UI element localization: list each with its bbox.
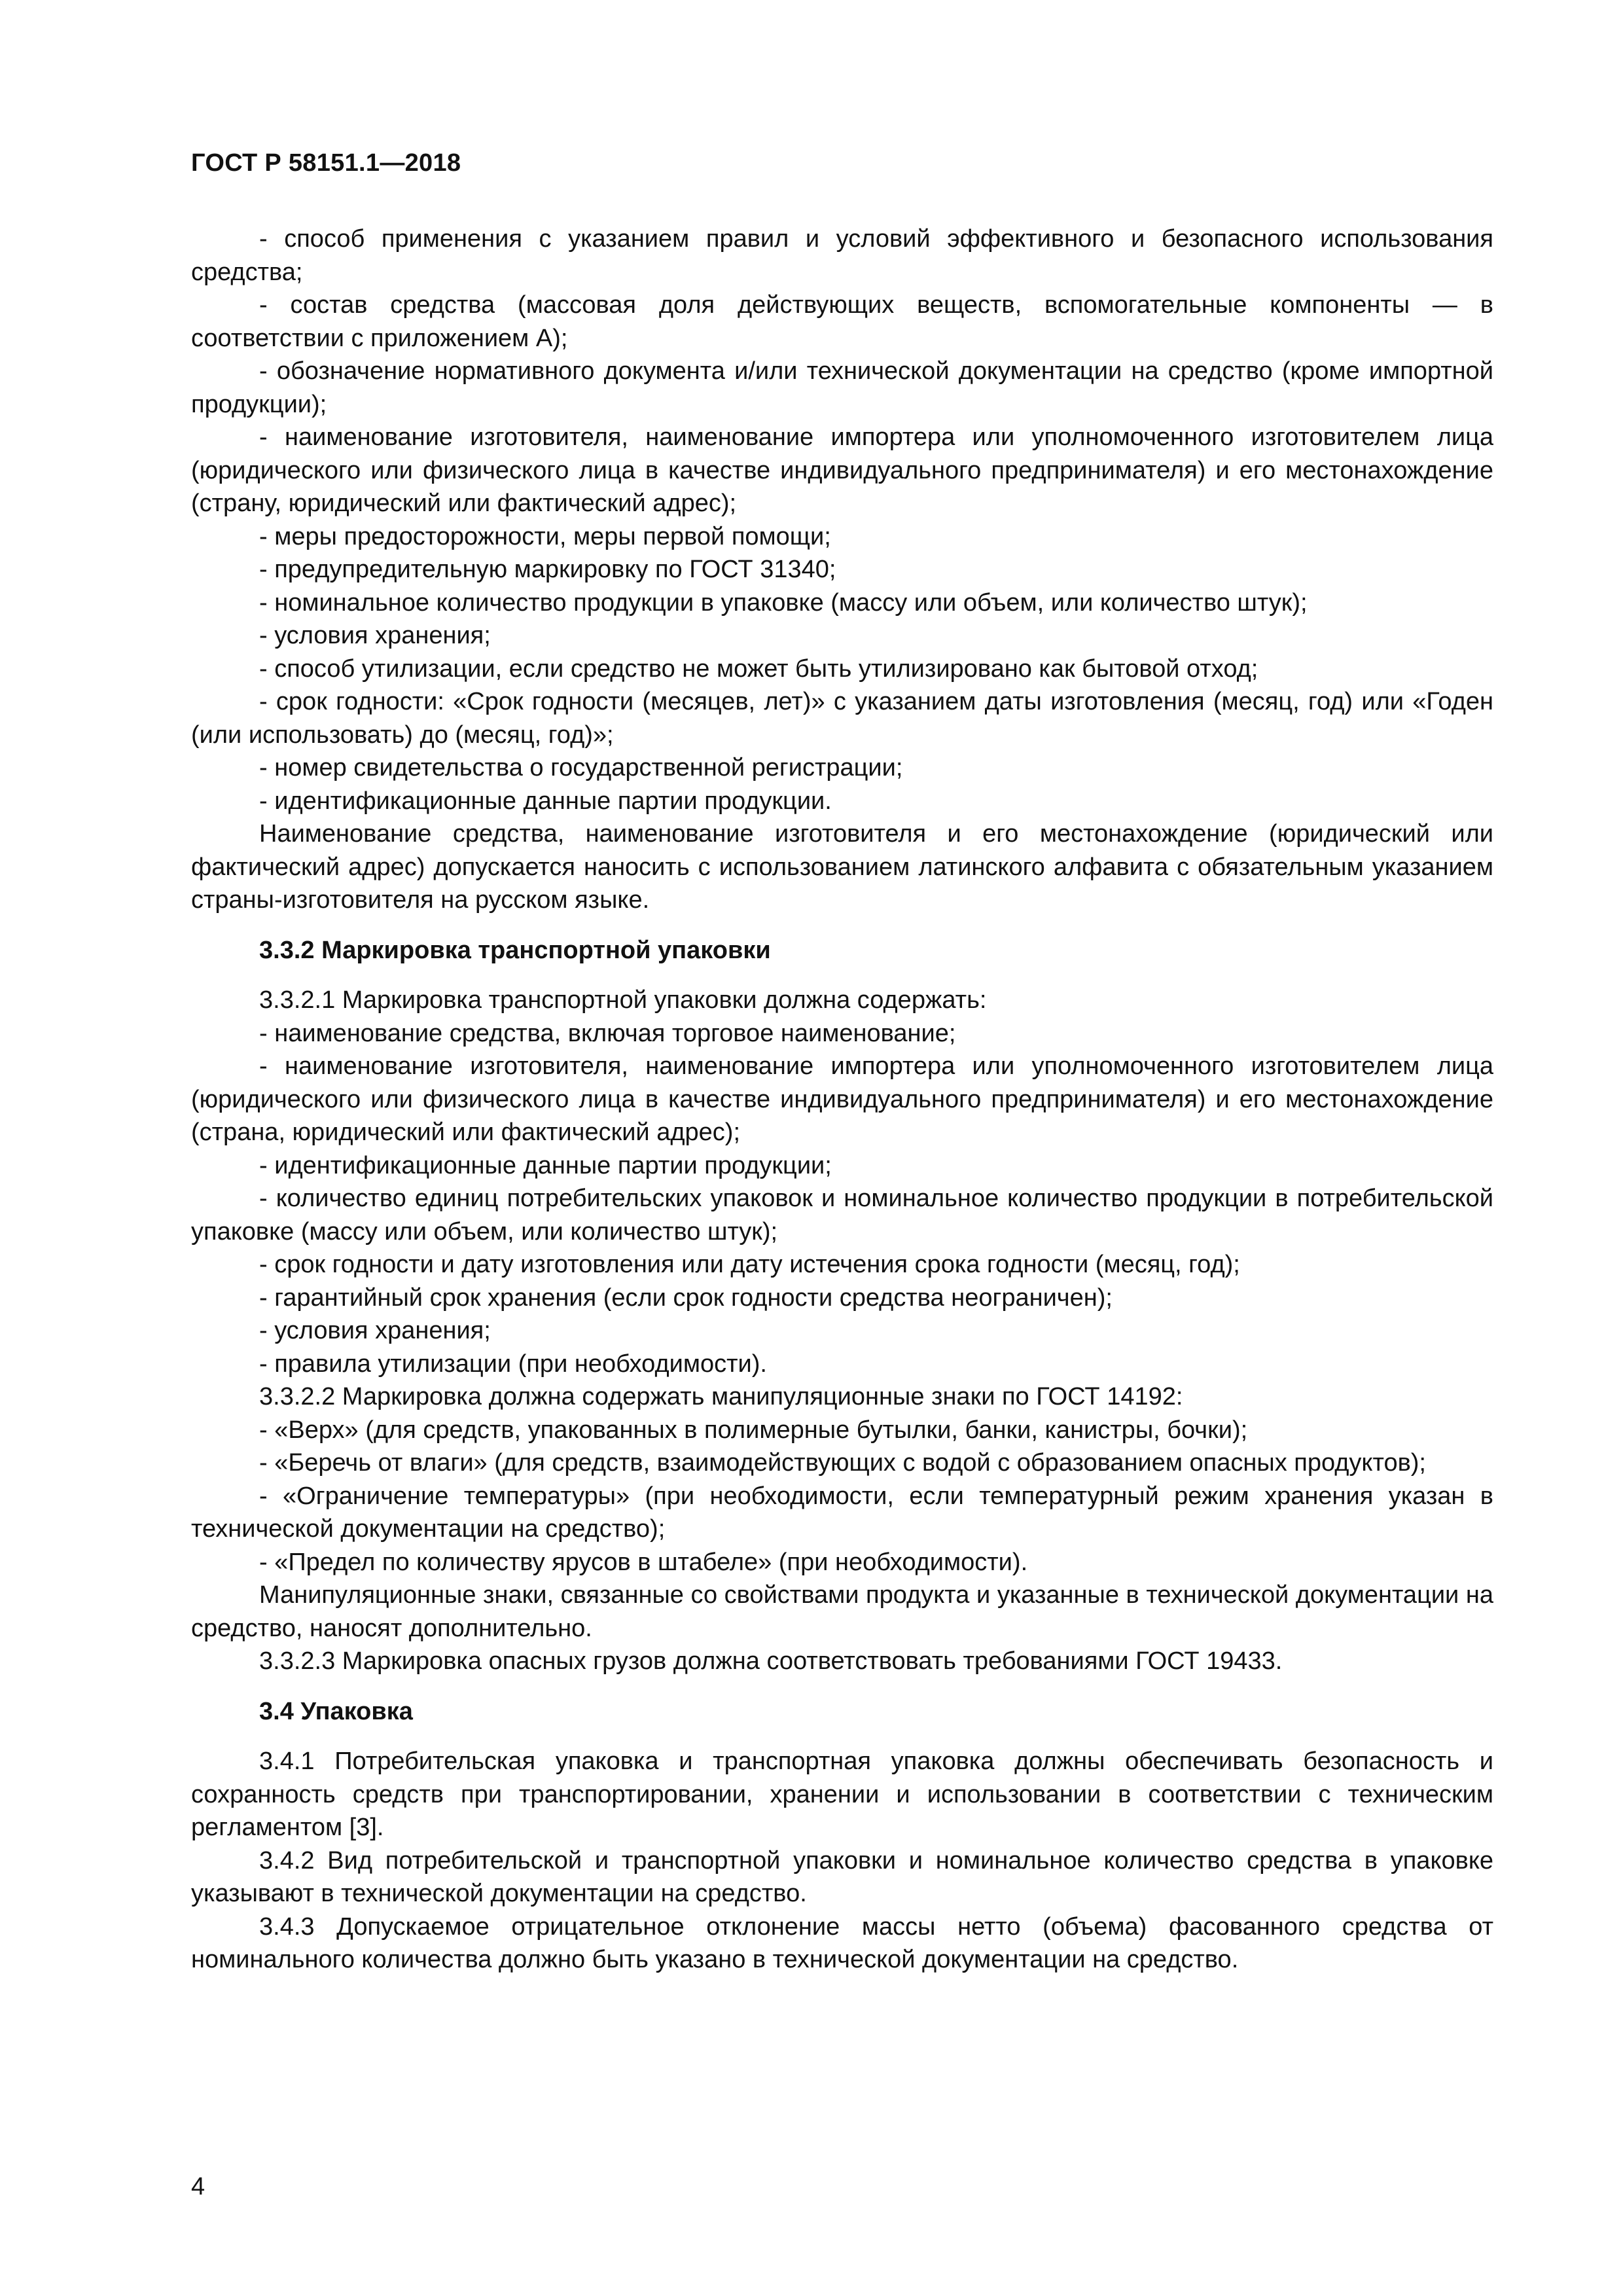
list-item: - условия хранения;: [259, 1317, 491, 1344]
list-item: - обозначение нормативного документа и/или технической документации на средство (кроме импортной продукции);: [191, 357, 1493, 418]
list-item: - правила утилизации (при необходимости).: [259, 1350, 767, 1378]
paragraph: 3.3.2.2 Маркировка должна содержать манипуляционные знаки по ГОСТ 14192:: [259, 1383, 1183, 1410]
page-number: 4: [191, 2173, 205, 2200]
paragraph: Манипуляционные знаки, связанные со свойствами продукта и указанные в технической документации на средство, наносят дополнительно.: [191, 1581, 1493, 1642]
list-item: - «Беречь от влаги» (для средств, взаимодействующих с водой с образованием опасных продуктов);: [259, 1449, 1426, 1477]
paragraph: 3.3.2.1 Маркировка транспортной упаковки должна содержать:: [259, 986, 987, 1014]
document-body: [191, 223, 1493, 1977]
list-item: - состав средства (массовая доля действующих веществ, вспомогательные компоненты — в соответствии с приложением А);: [191, 291, 1493, 352]
document-header: ГОСТ Р 58151.1—2018: [191, 149, 461, 177]
list-item: - меры предосторожности, меры первой помощи;: [259, 522, 831, 550]
section-3-3-2: [191, 984, 1493, 1678]
list-item: - срок годности и дату изготовления или дату истечения срока годности (месяц, год);: [259, 1251, 1240, 1278]
list-item: - «Ограничение температуры» (при необходимости, если температурный режим хранения указан в технической документации на средство);: [191, 1482, 1493, 1543]
list-item: - гарантийный срок хранения (если срок годности средства неограничен);: [259, 1283, 1113, 1312]
list-item: - количество единиц потребительских упаковок и номинальное количество продукции в потребительской упаковке (массу или объем, или количество штук);: [191, 1185, 1493, 1246]
paragraph: 3.4.2 Вид потребительской и транспортной упаковки и номинальное количество средства в упаковке указывают в технической документации на средство.: [191, 1846, 1493, 1907]
paragraph: 3.4.1 Потребительская упаковка и транспортная упаковка должны обеспечивать безопасность и сохранность средств при транспортировании, хранении и использовании в соответствии с техническим регламентом [3].: [191, 1748, 1493, 1841]
list-item: - способ утилизации, если средство не может быть утилизировано как бытовой отход;: [259, 655, 1258, 683]
section-3-4: [191, 1745, 1493, 1977]
list-item: - номер свидетельства о государственной регистрации;: [259, 754, 903, 781]
paragraph: 3.3.2.3 Маркировка опасных грузов должна соответствовать требованиями ГОСТ 19433.: [259, 1647, 1283, 1675]
list-item: - идентификационные данные партии продукции.: [259, 787, 832, 815]
list-item: - «Предел по количеству ярусов в штабеле» (при необходимости).: [259, 1548, 1028, 1576]
list-item: - предупредительную маркировку по ГОСТ 31340;: [259, 556, 836, 583]
paragraph: 3.4.3 Допускаемое отрицательное отклонение массы нетто (объема) фасованного средства от номинального количества должно быть указано в технической документации на средство.: [191, 1912, 1493, 1973]
list-item: - наименование изготовителя, наименование импортера или уполномоченного изготовителем лица (юридического или физического лица в качестве индивидуального предпринимателя) и его местонахождение (страна, юридический или фактический адрес);: [191, 1052, 1493, 1146]
list-item: - срок годности: «Срок годности (месяцев, лет)» с указанием даты изготовления (месяц, год) или «Годен (или использовать) до (месяц, год)»;: [191, 688, 1493, 749]
list-item: - условия хранения;: [259, 622, 491, 649]
section-heading-3-3-2: 3.3.2 Маркировка транспортной упаковки: [259, 936, 771, 964]
paragraph: Наименование средства, наименование изготовителя и его местонахождение (юридический или фактический адрес) допускается наносить с использованием латинского алфавита с обязательным указанием страны-изготовителя на русском языке.: [191, 820, 1493, 914]
list-top: [191, 223, 1493, 917]
list-item: - наименование средства, включая торговое наименование;: [259, 1019, 956, 1047]
list-item: - идентификационные данные партии продукции;: [259, 1151, 832, 1179]
section-heading-3-4: 3.4 Упаковка: [259, 1697, 413, 1725]
list-item: - «Верх» (для средств, упакованных в полимерные бутылки, банки, канистры, бочки);: [259, 1416, 1248, 1444]
list-item: - номинальное количество продукции в упаковке (массу или объем, или количество штук);: [259, 588, 1308, 617]
list-item: - способ применения с указанием правил и условий эффективного и безопасного использования средства;: [191, 225, 1493, 286]
list-item: - наименование изготовителя, наименование импортера или уполномоченного изготовителем лица (юридического или физического лица в качестве индивидуального предпринимателя) и его местонахождение (страну, юридический или фактический адрес);: [191, 423, 1493, 517]
